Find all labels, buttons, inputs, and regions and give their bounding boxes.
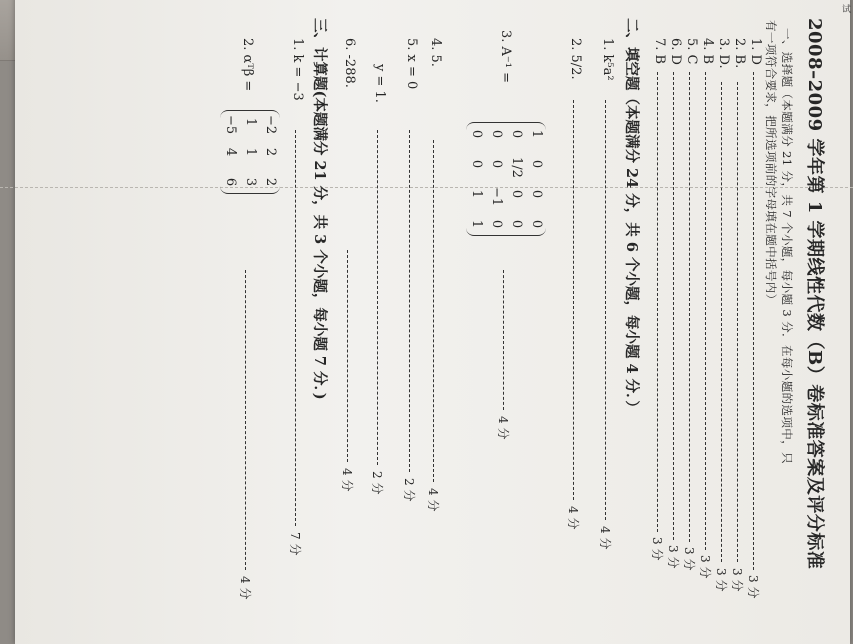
s2-q4: 4. 5. (428, 38, 443, 67)
s2-q2-score: 4 分 (566, 506, 580, 530)
section1-heading-cont: 有一项符合要求，把所选项前的字母填在题中括号内） (764, 20, 778, 306)
leader-line (503, 270, 504, 410)
matrix-row (486, 127, 506, 231)
matrix-cell: −2 (263, 115, 278, 135)
s1-item-score: 3 分 (714, 568, 728, 592)
s1-item-score: 3 分 (650, 537, 664, 561)
s1-item-score: 3 分 (682, 547, 696, 571)
s2-q2: 2. 5/2. (568, 38, 583, 80)
leader-line (377, 130, 378, 465)
s1-item-score: 3 分 (666, 545, 680, 569)
matrix-cell: 1 (243, 117, 258, 127)
leader-line (673, 72, 674, 540)
matrix-row (220, 115, 240, 189)
s2-q6: 6. -288. (342, 38, 357, 88)
s2-q5: 5. x = 0 (404, 38, 419, 90)
matrix-cell: 0 (469, 159, 484, 169)
matrix-cell: 0 (509, 129, 524, 139)
corner-mark: 试 (841, 5, 851, 15)
matrix-cell: 2 (263, 147, 278, 157)
s2-q5-score: 2 分 (402, 478, 416, 502)
matrix-row (466, 127, 486, 231)
leader-line (753, 72, 754, 570)
s1-item-label: 2. B. (732, 38, 747, 69)
s1-item-label: 4. B (700, 38, 715, 65)
leader-line (689, 72, 690, 542)
leader-line (737, 82, 738, 562)
leader-line (573, 100, 574, 500)
s1-item-score: 3 分 (730, 568, 744, 592)
matrix-cell: 0 (469, 129, 484, 139)
matrix-cell: 6 (223, 177, 238, 187)
leader-line (295, 130, 296, 526)
s3-q1: 1. k = −3 (290, 38, 305, 101)
matrix-row (240, 115, 260, 189)
s2-q3-score: 4 分 (496, 416, 510, 440)
section2-heading: 二、填空题（本题满分 24 分，共 6 个小题，每小题 4 分．） (623, 18, 640, 415)
s3-q2: 2. αᵀβ = (240, 38, 255, 92)
s3-q1-score: 7 分 (288, 532, 302, 556)
matrix-cell: 0 (489, 219, 504, 229)
s2-q1-score: 4 分 (598, 526, 612, 550)
matrix-cell: 1 (529, 129, 544, 139)
matrix-cell: 4 (223, 147, 238, 157)
matrix-cell: 0 (509, 219, 524, 229)
matrix-cell: 0 (509, 189, 524, 199)
matrix-cell: 1 (243, 147, 258, 157)
matrix-cell: 1 (469, 219, 484, 229)
section1-heading: 一、选择题（本题满分 21 分，共 7 个小题，每小题 3 分．在每小题的选项中，只 (780, 28, 794, 464)
s2-q3: 3. A⁻¹ = (498, 30, 513, 84)
matrix-cell: 3 (243, 177, 258, 187)
matrix-cell: 1 (469, 189, 484, 199)
matrix-cell: −5 (223, 115, 238, 135)
s1-item-label: 7. B (652, 38, 667, 65)
leader-line (605, 100, 606, 520)
s2-q1: 1. k⁵a² (600, 38, 615, 81)
matrix-cell: 0 (489, 159, 504, 169)
s1-item-score: 3 分 (698, 555, 712, 579)
matrix-cell: 0 (529, 159, 544, 169)
s1-item-label: 1. D (748, 38, 763, 65)
matrix-cell: −1 (489, 187, 504, 207)
s2-q5b-score: 2 分 (370, 471, 384, 495)
s2-q5b: y = 1. (372, 64, 387, 103)
matrix-row (506, 127, 526, 231)
matrix-cell: 0 (529, 219, 544, 229)
matrix-row (260, 115, 280, 189)
leader-line (705, 72, 706, 550)
matrix-cell: 0 (489, 129, 504, 139)
matrix-cell: 2 (263, 177, 278, 187)
product-matrix (220, 110, 280, 194)
s1-item-label: 3. D. (716, 38, 731, 69)
section3-heading: 三、计算题(本题满分 21 分，共 3 个小题，每小题 7 分．) (311, 18, 328, 400)
s1-item-label: 6. D (668, 38, 683, 65)
document-title: 2008–2009 学年第 1 学期线性代数（B）卷标准答案及评分标准 (804, 18, 825, 570)
leader-line (245, 270, 246, 570)
leader-line (721, 82, 722, 562)
leader-line (409, 130, 410, 472)
s2-q4-score: 4 分 (426, 488, 440, 512)
s2-q6-score: 4 分 (340, 468, 354, 492)
matrix-row (526, 127, 546, 231)
rotated-page-content (86, 10, 826, 610)
leader-line (657, 72, 658, 532)
s3-q2-score: 4 分 (238, 576, 252, 600)
inverse-matrix (466, 122, 546, 236)
leader-line (347, 250, 348, 462)
leader-line (433, 140, 434, 482)
matrix-cell: 0 (529, 189, 544, 199)
s1-item-label: 5. C (684, 38, 699, 65)
s1-item-score: 3 分 (746, 575, 760, 599)
matrix-cell: 1/2 (509, 157, 524, 178)
